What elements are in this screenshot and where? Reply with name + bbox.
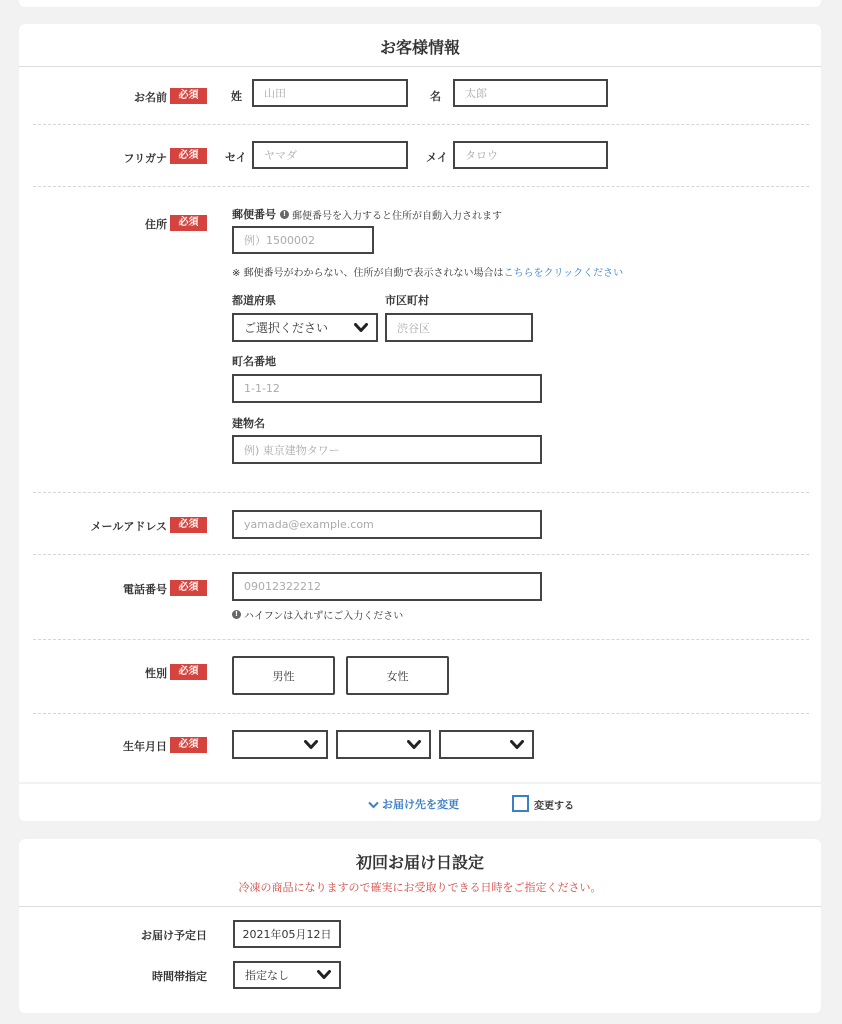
row-divider: [33, 639, 809, 640]
birth-month-select[interactable]: [336, 730, 431, 759]
phone-input[interactable]: 09012322212: [232, 572, 542, 601]
prefecture-label: 都道府県: [232, 294, 276, 307]
prefecture-select[interactable]: [232, 313, 378, 342]
birthday-label: 生年月日: [123, 740, 167, 753]
kana-label: フリガナ: [123, 152, 167, 165]
email-label: メールアドレス: [90, 520, 167, 533]
time-slot-value: 指定なし: [245, 969, 289, 982]
street-input[interactable]: 1-1-12: [232, 374, 542, 403]
row-divider: [33, 713, 809, 714]
customer-info-card: [19, 24, 821, 782]
email-input[interactable]: yamada@example.com: [232, 510, 542, 539]
required-badge: 必須: [170, 148, 207, 164]
city-input[interactable]: 渋谷区: [385, 313, 533, 342]
required-badge: 必須: [170, 517, 207, 533]
required-badge: 必須: [170, 664, 207, 680]
birth-day-select[interactable]: [439, 730, 534, 759]
birth-year-select[interactable]: [232, 730, 328, 759]
gender-male-button[interactable]: 男性: [232, 656, 335, 695]
delivery-section-title: 初回お届け日設定: [355, 853, 484, 872]
chevron-down-icon: [304, 740, 318, 750]
required-badge: 必須: [170, 88, 207, 104]
kana-last-label: セイ: [225, 151, 247, 164]
time-slot-label: 時間帯指定: [152, 970, 207, 983]
postal-hint: 郵便番号を入力すると住所が自動入力されます: [292, 211, 502, 222]
change-address-link[interactable]: [368, 796, 459, 812]
delivery-settings-card: [19, 839, 821, 1013]
last-name-label: 姓: [231, 90, 242, 103]
delivery-date-field[interactable]: 2021年05月12日: [233, 920, 341, 948]
phone-note: ハイフンは入れずにご入力ください: [244, 611, 404, 622]
gender-label: 性別: [145, 667, 167, 680]
kana-first-input[interactable]: タロウ: [453, 141, 608, 169]
title-divider: [19, 66, 821, 67]
phone-label: 電話番号: [123, 583, 167, 596]
chevron-down-icon: [354, 323, 368, 333]
prefecture-value: ご選択ください: [244, 321, 329, 335]
change-address-checkbox-label: 変更する: [534, 801, 574, 812]
info-icon: !: [280, 210, 289, 219]
street-label: 町名番地: [232, 355, 276, 368]
postal-note-text: ※ 郵便番号がわからない、住所が自動で表示されない場合は: [232, 268, 504, 279]
customer-section-title: お客様情報: [379, 38, 460, 57]
first-name-input[interactable]: 太郎: [453, 79, 608, 107]
kana-first-label: メイ: [426, 151, 448, 164]
gender-female-button[interactable]: 女性: [346, 656, 449, 695]
delivery-divider: [19, 906, 821, 907]
change-address-bar: [19, 784, 821, 821]
row-divider: [33, 492, 809, 493]
chevron-down-icon: [368, 801, 379, 809]
previous-section-card: [19, 0, 821, 7]
delivery-note: 冷凍の商品になりますので確実にお受取りできる日時をご指定ください。: [238, 881, 602, 894]
last-name-input[interactable]: 山田: [252, 79, 408, 107]
building-input[interactable]: 例) 東京建物タワー: [232, 435, 542, 464]
first-name-label: 名: [430, 90, 441, 103]
time-slot-select[interactable]: [233, 961, 341, 989]
postal-help-link[interactable]: こちらをクリックください: [503, 268, 624, 279]
required-badge: 必須: [170, 580, 207, 596]
chevron-down-icon: [510, 740, 524, 750]
row-divider: [33, 554, 809, 555]
required-badge: 必須: [170, 737, 207, 753]
address-label: 住所: [145, 218, 167, 231]
change-address-text: お届け先を変更: [382, 798, 459, 811]
delivery-date-label: お届け予定日: [141, 929, 207, 942]
row-divider: [33, 124, 809, 125]
row-divider: [33, 186, 809, 187]
city-label: 市区町村: [385, 294, 429, 307]
change-address-checkbox[interactable]: [512, 795, 529, 812]
postal-label: 郵便番号: [232, 208, 276, 221]
chevron-down-icon: [407, 740, 421, 750]
postal-input[interactable]: 例）1500002: [232, 226, 374, 254]
info-icon: !: [232, 610, 241, 619]
building-label: 建物名: [232, 417, 265, 430]
postal-note: [232, 264, 623, 279]
name-label: お名前: [134, 91, 167, 104]
chevron-down-icon: [317, 970, 331, 980]
kana-last-input[interactable]: ヤマダ: [252, 141, 408, 169]
required-badge: 必須: [170, 215, 207, 231]
